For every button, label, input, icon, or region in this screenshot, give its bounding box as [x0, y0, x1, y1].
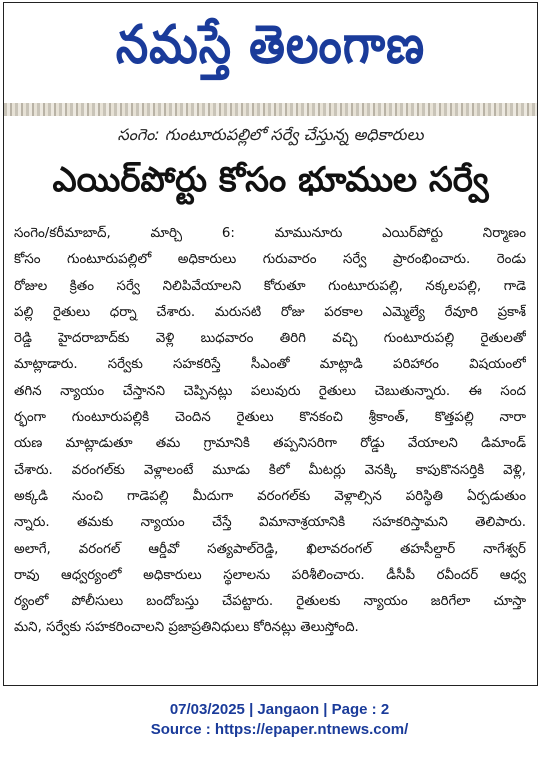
body-line: అలాగే, వరంగల్ ఆర్డీవో సత్యపాల్‌రెడ్డి, ఖిలావరంగల్ తహసీల్దార్ నాగేశ్వర్ [14, 541, 526, 557]
body-line: అక్కడి నుంచి గాడెపల్లి మీదుగా వరంగల్‌కు వెళ్లాల్సిన పరిస్థితి ఏర్పడుతుం [14, 488, 526, 504]
body-line: చేశారు. వరంగల్‌కు వెళ్లాలంటే మూడు కిలో మీటర్లు వెనక్కి కాపుకొనసర్తికి వెళ్లి, [14, 462, 526, 478]
photo-strip [4, 103, 537, 116]
body-line: ర్యంలో పోలీసులు బందోబస్తు చేపట్టారు. రైతులకు న్యాయం జరిగేలా చూస్తా [14, 594, 526, 610]
source-footer [0, 700, 559, 740]
article-headline: ఎయిర్‌పోర్టు కోసం భూముల సర్వే [52, 160, 489, 200]
body-line: మని, సర్వేకు సహకరించాలని ప్రజాప్రతినిధులు కోరినట్లు తెలుస్తోంది. [14, 620, 359, 636]
article-body [14, 221, 526, 642]
body-line: యణ మాట్లాడుతూ తమ గ్రామానికి తప్పనిసరిగా రోడ్డు వేయాలని డిమాండ్ [14, 436, 526, 452]
body-line: పల్లి రైతులు ధర్నా చేశారు. మరుసటి రోజు పరకాల ఎమ్మెల్యే రేవూరి ప్రకాశ్ [14, 304, 526, 320]
body-line: రెడ్డి హైదరాబాద్‌కు వెళ్లి బుధవారం తిరిగి వచ్చి గుంటూరుపల్లి రైతులతో [14, 331, 526, 347]
body-line: న్నారు. తమకు న్యాయం చేస్తే విమానాశ్రయానికి సహకరిస్తామని తెలిపారు. [14, 515, 526, 531]
body-line: కోసం గుంటూరుపల్లిలో అధికారులు గురువారం సర్వే ప్రారంభించారు. రెండు [14, 252, 526, 268]
body-line: ర్భంగా గుంటూరుపల్లికి చెందిన రైతులు కొనకంచి శ్రీకాంత్, కొత్తపల్లి నారా [14, 410, 526, 426]
body-line: మాట్లాడారు. సర్వేకు సహకరిస్తే సీఎంతో మాట్లాడి పరిహారం విషయంలో [14, 357, 526, 373]
masthead-title: నమస్తే తెలంగాణ [115, 13, 426, 76]
body-line: రావు ఆధ్వర్యంలో అధికారులు స్థలాలను పరిశీలించారు. డీసీపీ రవీందర్ ఆధ్వ [14, 567, 526, 583]
edition-info: 07/03/2025 | Jangaon | Page : 2 [169, 701, 390, 718]
newspaper-masthead [4, 3, 537, 99]
body-line: తగిన న్యాయం చేస్తానని చెప్పినట్లు పలువురు రైతులు చెబుతున్నారు. ఈ సంద [14, 383, 526, 399]
body-line: రోజుల క్రితం సర్వే నిలిపివేయాలని కోరుతూ గుంటూరుపల్లి, నక్కలపల్లి, గాడె [14, 278, 526, 294]
news-clipping [3, 2, 538, 686]
body-line: సంగెం/కరీమాబాద్, మార్చి 6: మామునూరు ఎయిర్‌పోర్టు నిర్మాణం [14, 226, 526, 241]
source-link[interactable]: Source : https://epaper.ntnews.com/ [150, 721, 409, 738]
photo-caption: సంగెం: గుంటూరుపల్లిలో సర్వే చేస్తున్న అధికారులు [117, 124, 424, 144]
